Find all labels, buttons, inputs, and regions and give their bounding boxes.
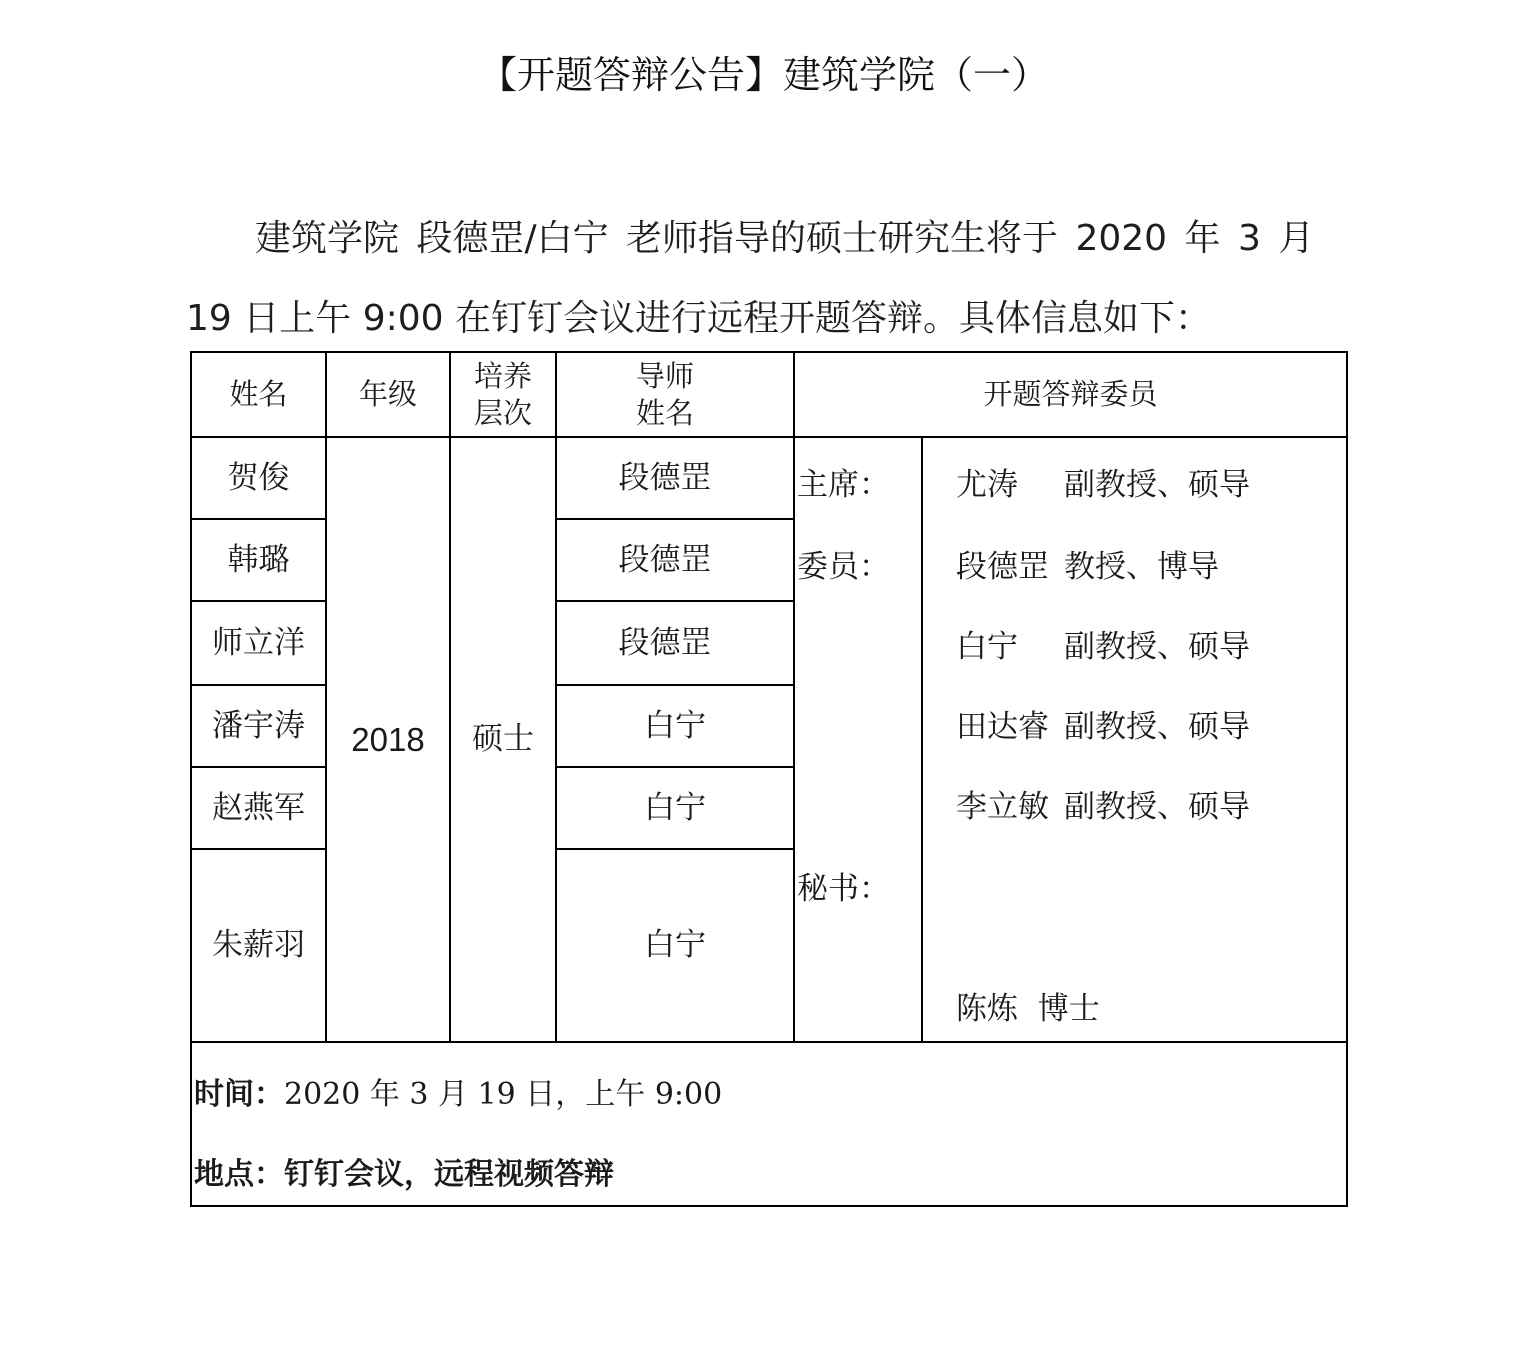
student-name: 赵燕军 — [212, 789, 305, 826]
student-name: 师立洋 — [212, 624, 305, 661]
header-advisor-line1: 导师 — [635, 359, 694, 394]
member-name: 尤涛 — [956, 467, 1018, 503]
intro-line-2: 19 日上午 9:00 在钉钉会议进行远程开题答辩。具体信息如下： — [186, 298, 1211, 339]
time-row — [194, 1069, 722, 1113]
header-level-line2: 层次 — [473, 395, 532, 430]
advisor-name: 白宁 — [644, 789, 706, 826]
row-divider — [192, 1041, 1346, 1043]
time-label: 时间： — [194, 1077, 284, 1112]
page-title: 【开题答辩公告】建筑学院（一） — [478, 53, 1049, 97]
advisor-name: 白宁 — [644, 927, 706, 964]
student-name: 贺俊 — [227, 459, 290, 496]
member-name: 李立敏 — [956, 789, 1049, 825]
member-label: 委员： — [797, 549, 890, 585]
advisor-name: 白宁 — [644, 707, 706, 744]
advisor-name: 段德罡 — [618, 624, 712, 661]
place-row — [194, 1149, 614, 1193]
header-level — [451, 353, 555, 436]
student-name: 潘宇涛 — [212, 707, 305, 744]
header-advisor-line2: 姓名 — [635, 395, 694, 430]
advisor-name: 段德罡 — [618, 459, 712, 496]
member-title: 博士 — [1037, 991, 1100, 1027]
place-label: 地点： — [194, 1157, 284, 1192]
chair-label: 主席： — [797, 467, 890, 503]
student-name: 朱薪羽 — [212, 927, 305, 964]
member-title: 教授、博导 — [1064, 549, 1219, 585]
header-grade: 年级 — [358, 377, 417, 412]
member-entry — [956, 541, 1219, 586]
secretary-entry — [956, 983, 1100, 1028]
col-divider — [921, 436, 923, 1041]
member-title: 副教授、硕导 — [1064, 789, 1250, 825]
member-name: 段德罡 — [956, 549, 1049, 585]
member-name: 陈炼 — [956, 991, 1018, 1027]
member-title: 副教授、硕导 — [1064, 709, 1250, 745]
member-name: 田达睿 — [956, 709, 1049, 745]
secretary-label: 秘书： — [797, 871, 890, 907]
student-name: 韩璐 — [227, 541, 290, 578]
chair-entry — [956, 459, 1250, 504]
time-value: 2020 年 3 月 19 日，上午 9:00 — [284, 1077, 723, 1112]
member-entry — [956, 701, 1250, 746]
member-title: 副教授、硕导 — [1064, 467, 1250, 503]
intro-line-1: 建筑学院 段德罡/白宁 老师指导的硕士研究生将于 2020 年 3 月 — [255, 218, 1315, 259]
member-title: 副教授、硕导 — [1064, 629, 1250, 665]
header-committee: 开题答辩委员 — [983, 377, 1158, 412]
level-value: 硕士 — [472, 721, 534, 758]
header-name: 姓名 — [229, 377, 288, 412]
member-name: 白宁 — [956, 629, 1018, 665]
grade-value: 2018 — [351, 720, 425, 758]
col-divider — [793, 353, 795, 1041]
place-value: 钉钉会议，远程视频答辩 — [284, 1157, 614, 1192]
member-entry — [956, 781, 1250, 826]
header-level-line1: 培养 — [473, 359, 532, 394]
member-entry — [956, 621, 1250, 666]
header-advisor — [557, 353, 793, 436]
defense-table — [190, 351, 1348, 1207]
advisor-name: 段德罡 — [618, 541, 712, 578]
